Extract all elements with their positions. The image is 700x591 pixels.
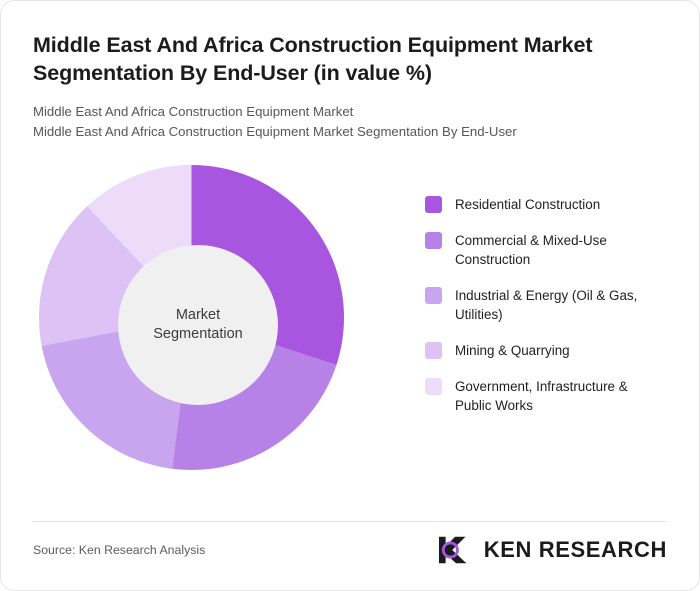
legend-item[interactable] [425, 286, 667, 324]
chart-legend [363, 165, 667, 432]
legend-label: Commercial & Mixed-Use Construction [455, 232, 607, 267]
legend-item[interactable] [425, 341, 667, 360]
legend-swatch-icon [425, 196, 442, 213]
subtitle-line-2: Middle East And Africa Construction Equipment Market Segmentation By End-User [33, 124, 517, 140]
donut-center-label: Market Segmentation [153, 306, 243, 342]
legend-swatch-icon [425, 287, 442, 304]
brand-text: KEN RESEARCH [483, 537, 667, 562]
donut-chart [33, 165, 363, 485]
legend-swatch-icon [425, 232, 442, 249]
legend-swatch-icon [425, 378, 442, 395]
legend-label: Residential Construction [455, 196, 601, 212]
brand-logo [437, 533, 667, 567]
legend-label: Mining & Quarrying [455, 342, 570, 358]
legend-item[interactable] [425, 377, 667, 415]
page-title: Middle East And Africa Construction Equipment Market Segmentation By End-User (in value %) [33, 33, 593, 86]
donut-center [118, 245, 278, 405]
legend-swatch-icon [425, 342, 442, 359]
legend-item[interactable] [425, 195, 667, 214]
subtitle-line-1: Middle East And Africa Construction Equipment Market [33, 103, 354, 119]
legend-item[interactable] [425, 231, 667, 269]
legend-label: Government, Infrastructure & Public Works [455, 378, 628, 413]
chart-area [33, 165, 667, 495]
source-note: Source: Ken Research Analysis [33, 543, 206, 557]
legend-label: Industrial & Energy (Oil & Gas, Utilities) [455, 287, 638, 322]
footer-divider [33, 521, 667, 522]
chart-footer [33, 530, 667, 570]
ken-research-mark-icon [437, 533, 475, 567]
subtitle-block [33, 102, 667, 143]
